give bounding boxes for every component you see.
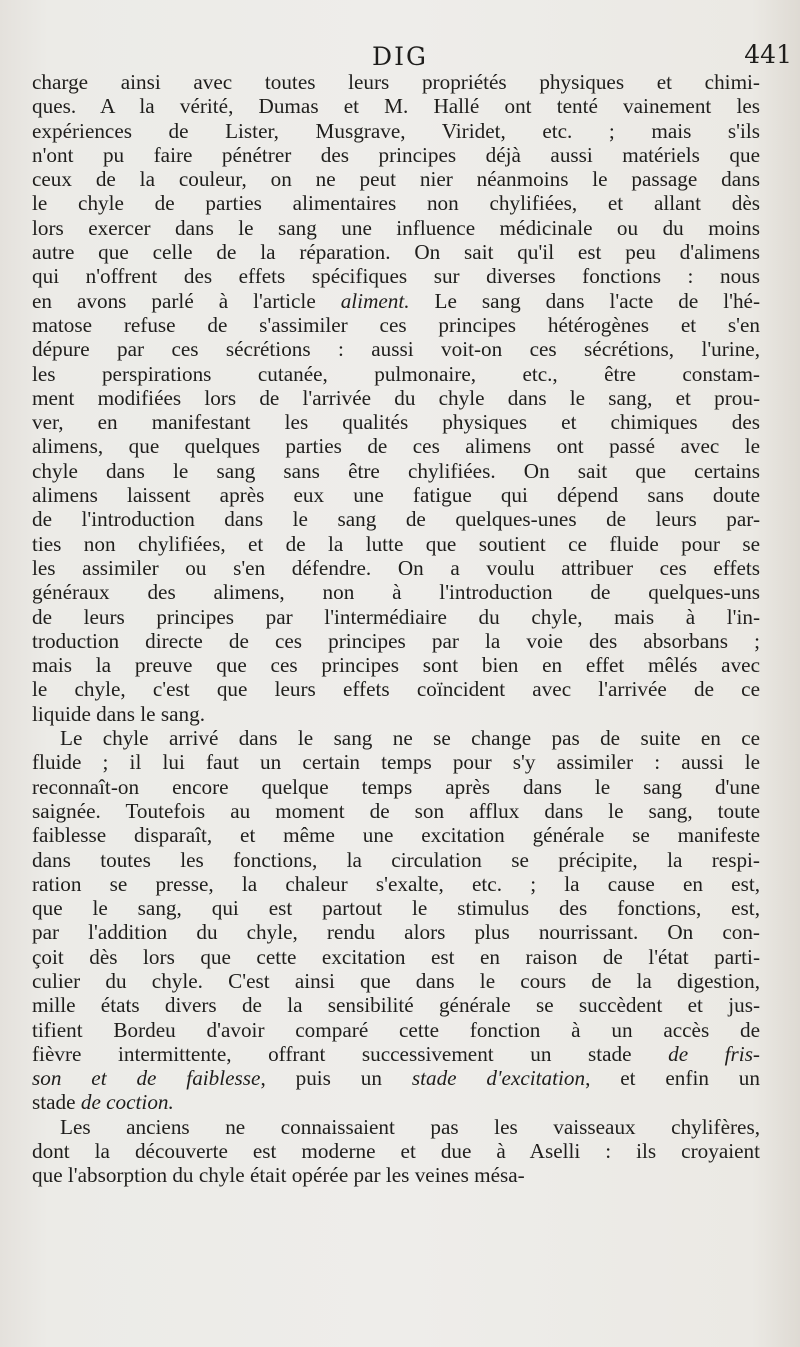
text-line: n'ont pu faire pénétrer des principes déjà aussi matériels que [32, 142, 760, 167]
text-line: de leurs principes par l'intermédiaire du chyle, mais à l'in- [32, 604, 760, 629]
text-line: les perspirations cutanée, pulmonaire, etc., être constam- [32, 361, 760, 386]
text-line: dans toutes les fonctions, la circulation se précipite, la respi- [32, 847, 760, 872]
italic-text: de coction. [80, 1090, 174, 1115]
text-line: Les anciens ne connaissaient pas les vaisseaux chylifères, [60, 1114, 760, 1139]
text-line: reconnaît-on encore quelque temps après dans le sang d'une [32, 774, 760, 799]
text-line: les assimiler ou s'en défendre. On a voulu attribuer ces effets [32, 555, 760, 580]
italic-text: aliment. [340, 288, 410, 313]
text-line: Le chyle arrivé dans le sang ne se change pas de suite en ce [60, 726, 760, 751]
text-line: faiblesse disparaît, et même une excitation générale se manifeste [32, 823, 760, 848]
text-line: en avons parlé à l'article aliment. Le sang dans l'acte de l'hé- [32, 288, 761, 313]
text-line: fièvre intermittente, offrant successivement un stade de fris- [32, 1041, 760, 1066]
text-line: qui n'offrent des effets spécifiques sur diverses fonctions : nous [32, 264, 760, 289]
text-line: mais la preuve que ces principes sont bien en effet mêlés avec [32, 653, 760, 678]
text-line: ment modifiées lors de l'arrivée du chyle dans le sang, et prou- [32, 385, 760, 410]
text-line: généraux des alimens, non à l'introduction de quelques-uns [32, 580, 760, 605]
text-line: liquide dans le sang. [32, 701, 205, 726]
text-line: tifient Bordeu d'avoir comparé cette fonction à un accès de [32, 1017, 760, 1042]
text-line: saignée. Toutefois au moment de son afflux dans le sang, toute [32, 798, 760, 823]
text-line: que l'absorption du chyle était opérée par les veines mésa- [32, 1163, 525, 1188]
text-line: dépure par ces sécrétions : aussi voit-on ces sécrétions, l'urine, [32, 337, 760, 362]
text-line: de l'introduction dans le sang de quelques-unes de leurs par- [32, 507, 760, 532]
paragraph [32, 1115, 760, 1188]
paragraph [32, 70, 760, 726]
text-line: çoit dès lors que cette excitation est en raison de l'état parti- [32, 944, 760, 969]
text-line: ties non chylifiées, et de la lutte que soutient ce fluide pour se [32, 531, 760, 556]
text-line: le chyle, c'est que leurs effets coïncident avec l'arrivée de ce [32, 677, 760, 702]
paragraph [32, 726, 760, 1115]
text-line: le chyle de parties alimentaires non chylifiées, et allant dès [32, 191, 760, 216]
text-line: ver, en manifestant les qualités physiques et chimiques des [32, 410, 760, 435]
text-line: stade de coction. [32, 1090, 174, 1115]
text-line: que le sang, qui est partout le stimulus des fonctions, est, [32, 896, 760, 921]
running-head: DIG [372, 42, 428, 71]
text-line: par l'addition du chyle, rendu alors plus nourrissant. On con- [32, 920, 760, 945]
text-line: matose refuse de s'assimiler ces principes hétérogènes et s'en [32, 312, 760, 337]
page-number: 441 [744, 40, 792, 69]
italic-text: stade d'excitation [411, 1066, 586, 1091]
text-line: ques. A la vérité, Dumas et M. Hallé ont tenté vainement les [32, 94, 760, 119]
text-line: son et de faiblesse, puis un stade d'excitation, et enfin un [32, 1066, 760, 1091]
italic-text: de fris- [668, 1041, 760, 1066]
text-line: culier du chyle. C'est ainsi que dans le cours de la digestion, [32, 968, 760, 993]
text-line: ceux de la couleur, on ne peut nier néanmoins le passage dans [32, 167, 760, 192]
text-line: ration se presse, la chaleur s'exalte, etc. ; la cause en est, [32, 871, 760, 896]
text-line: autre que celle de la réparation. On sait qu'il est peu d'alimens [32, 240, 760, 265]
text-line: alimens, que quelques parties de ces alimens ont passé avec le [32, 434, 760, 459]
text-line: lors exercer dans le sang une influence médicinale ou du moins [32, 215, 760, 240]
text-line: expériences de Lister, Musgrave, Viridet, etc. ; mais s'ils [32, 118, 760, 143]
text-line: charge ainsi avec toutes leurs propriétés physiques et chimi- [32, 70, 760, 94]
body-text [32, 70, 760, 1188]
text-line: mille états divers de la sensibilité générale se succèdent et jus- [32, 993, 760, 1018]
text-line: chyle dans le sang sans être chylifiées. On sait que certains [32, 458, 760, 483]
italic-text: son et de faiblesse [32, 1066, 261, 1091]
text-line: dont la découverte est moderne et due à Aselli : ils croyaient [32, 1139, 760, 1164]
text-line: fluide ; il lui faut un certain temps pour s'y assimiler : aussi le [32, 750, 760, 775]
text-line: alimens laissent après eux une fatigue qui dépend sans doute [32, 483, 760, 508]
text-line: troduction directe de ces principes par la voie des absorbans ; [32, 628, 760, 653]
